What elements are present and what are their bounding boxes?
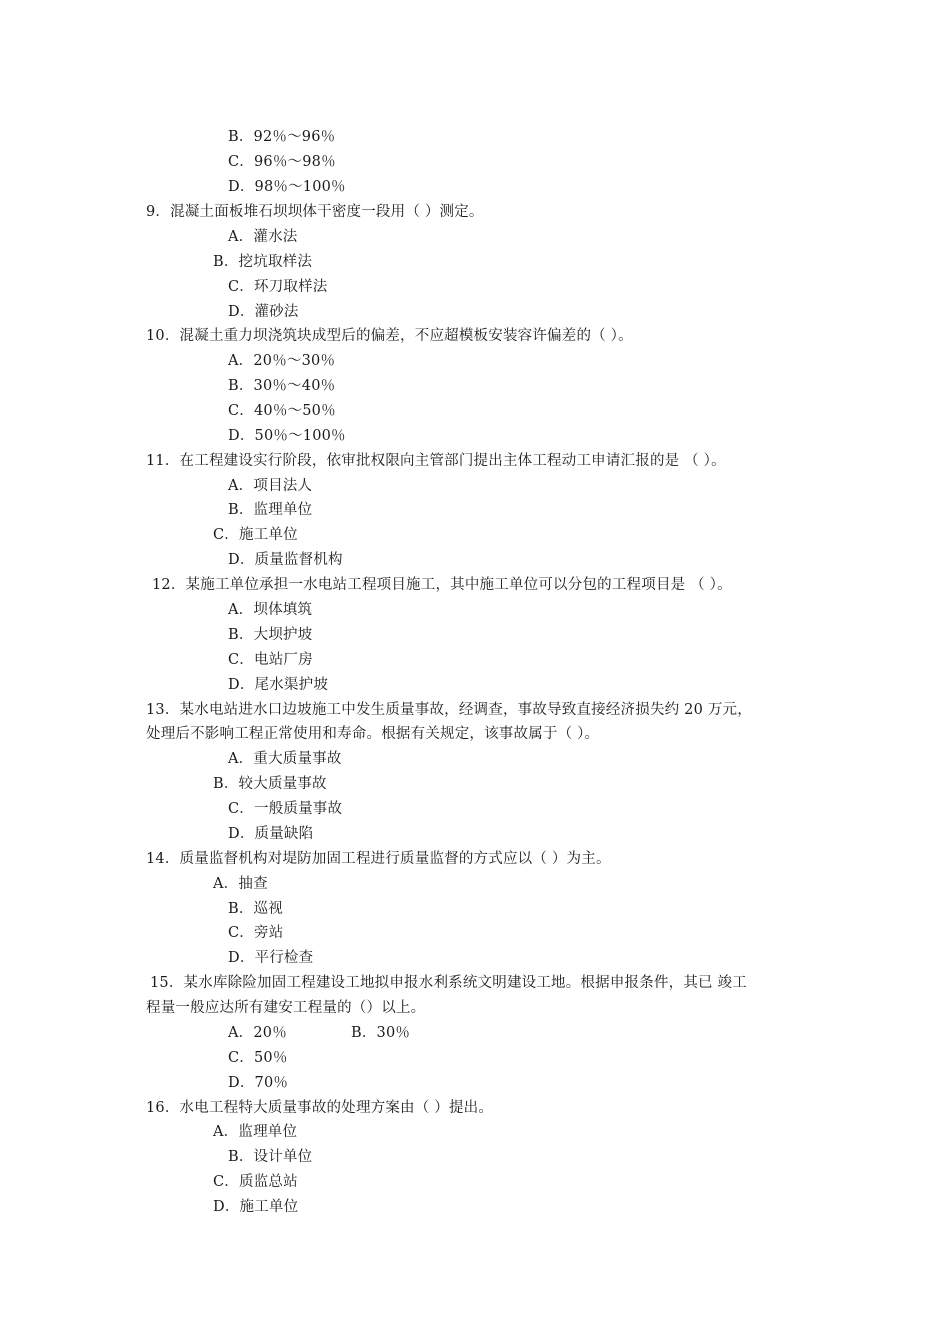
option-q14-b: B．巡视	[228, 901, 283, 917]
question-9: 9．混凝土面板堆石坝坝体干密度一段用（ ）测定。	[146, 204, 484, 220]
option-q9-c: C．环刀取样法	[228, 279, 328, 295]
option-q16-b: B．设计单位	[228, 1149, 313, 1165]
option-q9-d: D．灌砂法	[228, 304, 299, 320]
option-q10-c: C．40％～50％	[228, 403, 336, 419]
option-q16-c: C．质监总站	[213, 1174, 298, 1190]
option-q15-d: D．70％	[228, 1075, 289, 1091]
option-q14-c: C．旁站	[228, 925, 284, 941]
question-10: 10．混凝土重力坝浇筑块成型后的偏差，不应超模板安装容许偏差的（ ）。	[146, 328, 633, 344]
option-q8-d: D．98％～100％	[228, 179, 346, 195]
option-q13-d: D．质量缺陷	[228, 826, 314, 842]
question-12: 12．某施工单位承担一水电站工程项目施工，其中施工单位可以分包的工程项目是 （ ）。	[152, 577, 732, 593]
option-q16-d: D．施工单位	[213, 1199, 299, 1215]
option-q15-a: A．20％	[228, 1025, 287, 1041]
option-q12-b: B．大坝护坡	[228, 627, 313, 643]
option-q12-c: C．电站厂房	[228, 652, 313, 668]
option-q15-b: B．30％	[351, 1025, 411, 1041]
option-q10-a: A．20％～30％	[228, 353, 336, 369]
option-q11-a: A．项目法人	[228, 478, 313, 494]
option-q8-b: B．92％～96％	[228, 129, 336, 145]
option-q11-b: B．监理单位	[228, 502, 313, 518]
option-q14-d: D．平行检查	[228, 950, 314, 966]
option-q10-d: D．50％～100％	[228, 428, 346, 444]
question-15-line-1: 15．某水库除险加固工程建设工地拟申报水利系统文明建设工地。根据申报条件，其已 竣工	[150, 975, 747, 991]
question-16: 16．水电工程特大质量事故的处理方案由（ ）提出。	[146, 1100, 494, 1116]
question-11: 11．在工程建设实行阶段，依审批权限向主管部门提出主体工程动工申请汇报的是 （ ）。	[146, 453, 726, 469]
option-q11-c: C．施工单位	[213, 527, 298, 543]
question-13-line-2: 处理后不影响工程正常使用和寿命。根据有关规定，该事故属于（ ）。	[146, 726, 600, 742]
option-q13-c: C．一般质量事故	[228, 801, 343, 817]
question-15-line-2: 程量一般应达所有建安工程量的（）以上。	[146, 1000, 426, 1016]
option-q11-d: D．质量监督机构	[228, 552, 343, 568]
option-q16-a: A．监理单位	[213, 1124, 298, 1140]
option-q13-a: A．重大质量事故	[228, 751, 342, 767]
question-13-line-1: 13．某水电站进水口边坡施工中发生质量事故，经调查，事故导致直接经济损失约 20 万元，	[146, 702, 752, 718]
option-q8-c: C．96％～98％	[228, 154, 336, 170]
option-q12-d: D．尾水渠护坡	[228, 677, 329, 693]
option-q12-a: A．坝体填筑	[228, 602, 313, 618]
option-q9-b: B．挖坑取样法	[213, 254, 313, 270]
question-14: 14．质量监督机构对堤防加固工程进行质量监督的方式应以（ ）为主。	[146, 851, 611, 867]
option-q9-a: A．灌水法	[228, 229, 298, 245]
option-q10-b: B．30％～40％	[228, 378, 336, 394]
option-q15-c: C．50％	[228, 1050, 288, 1066]
option-q14-a: A．抽查	[213, 876, 268, 892]
option-q13-b: B．较大质量事故	[213, 776, 327, 792]
